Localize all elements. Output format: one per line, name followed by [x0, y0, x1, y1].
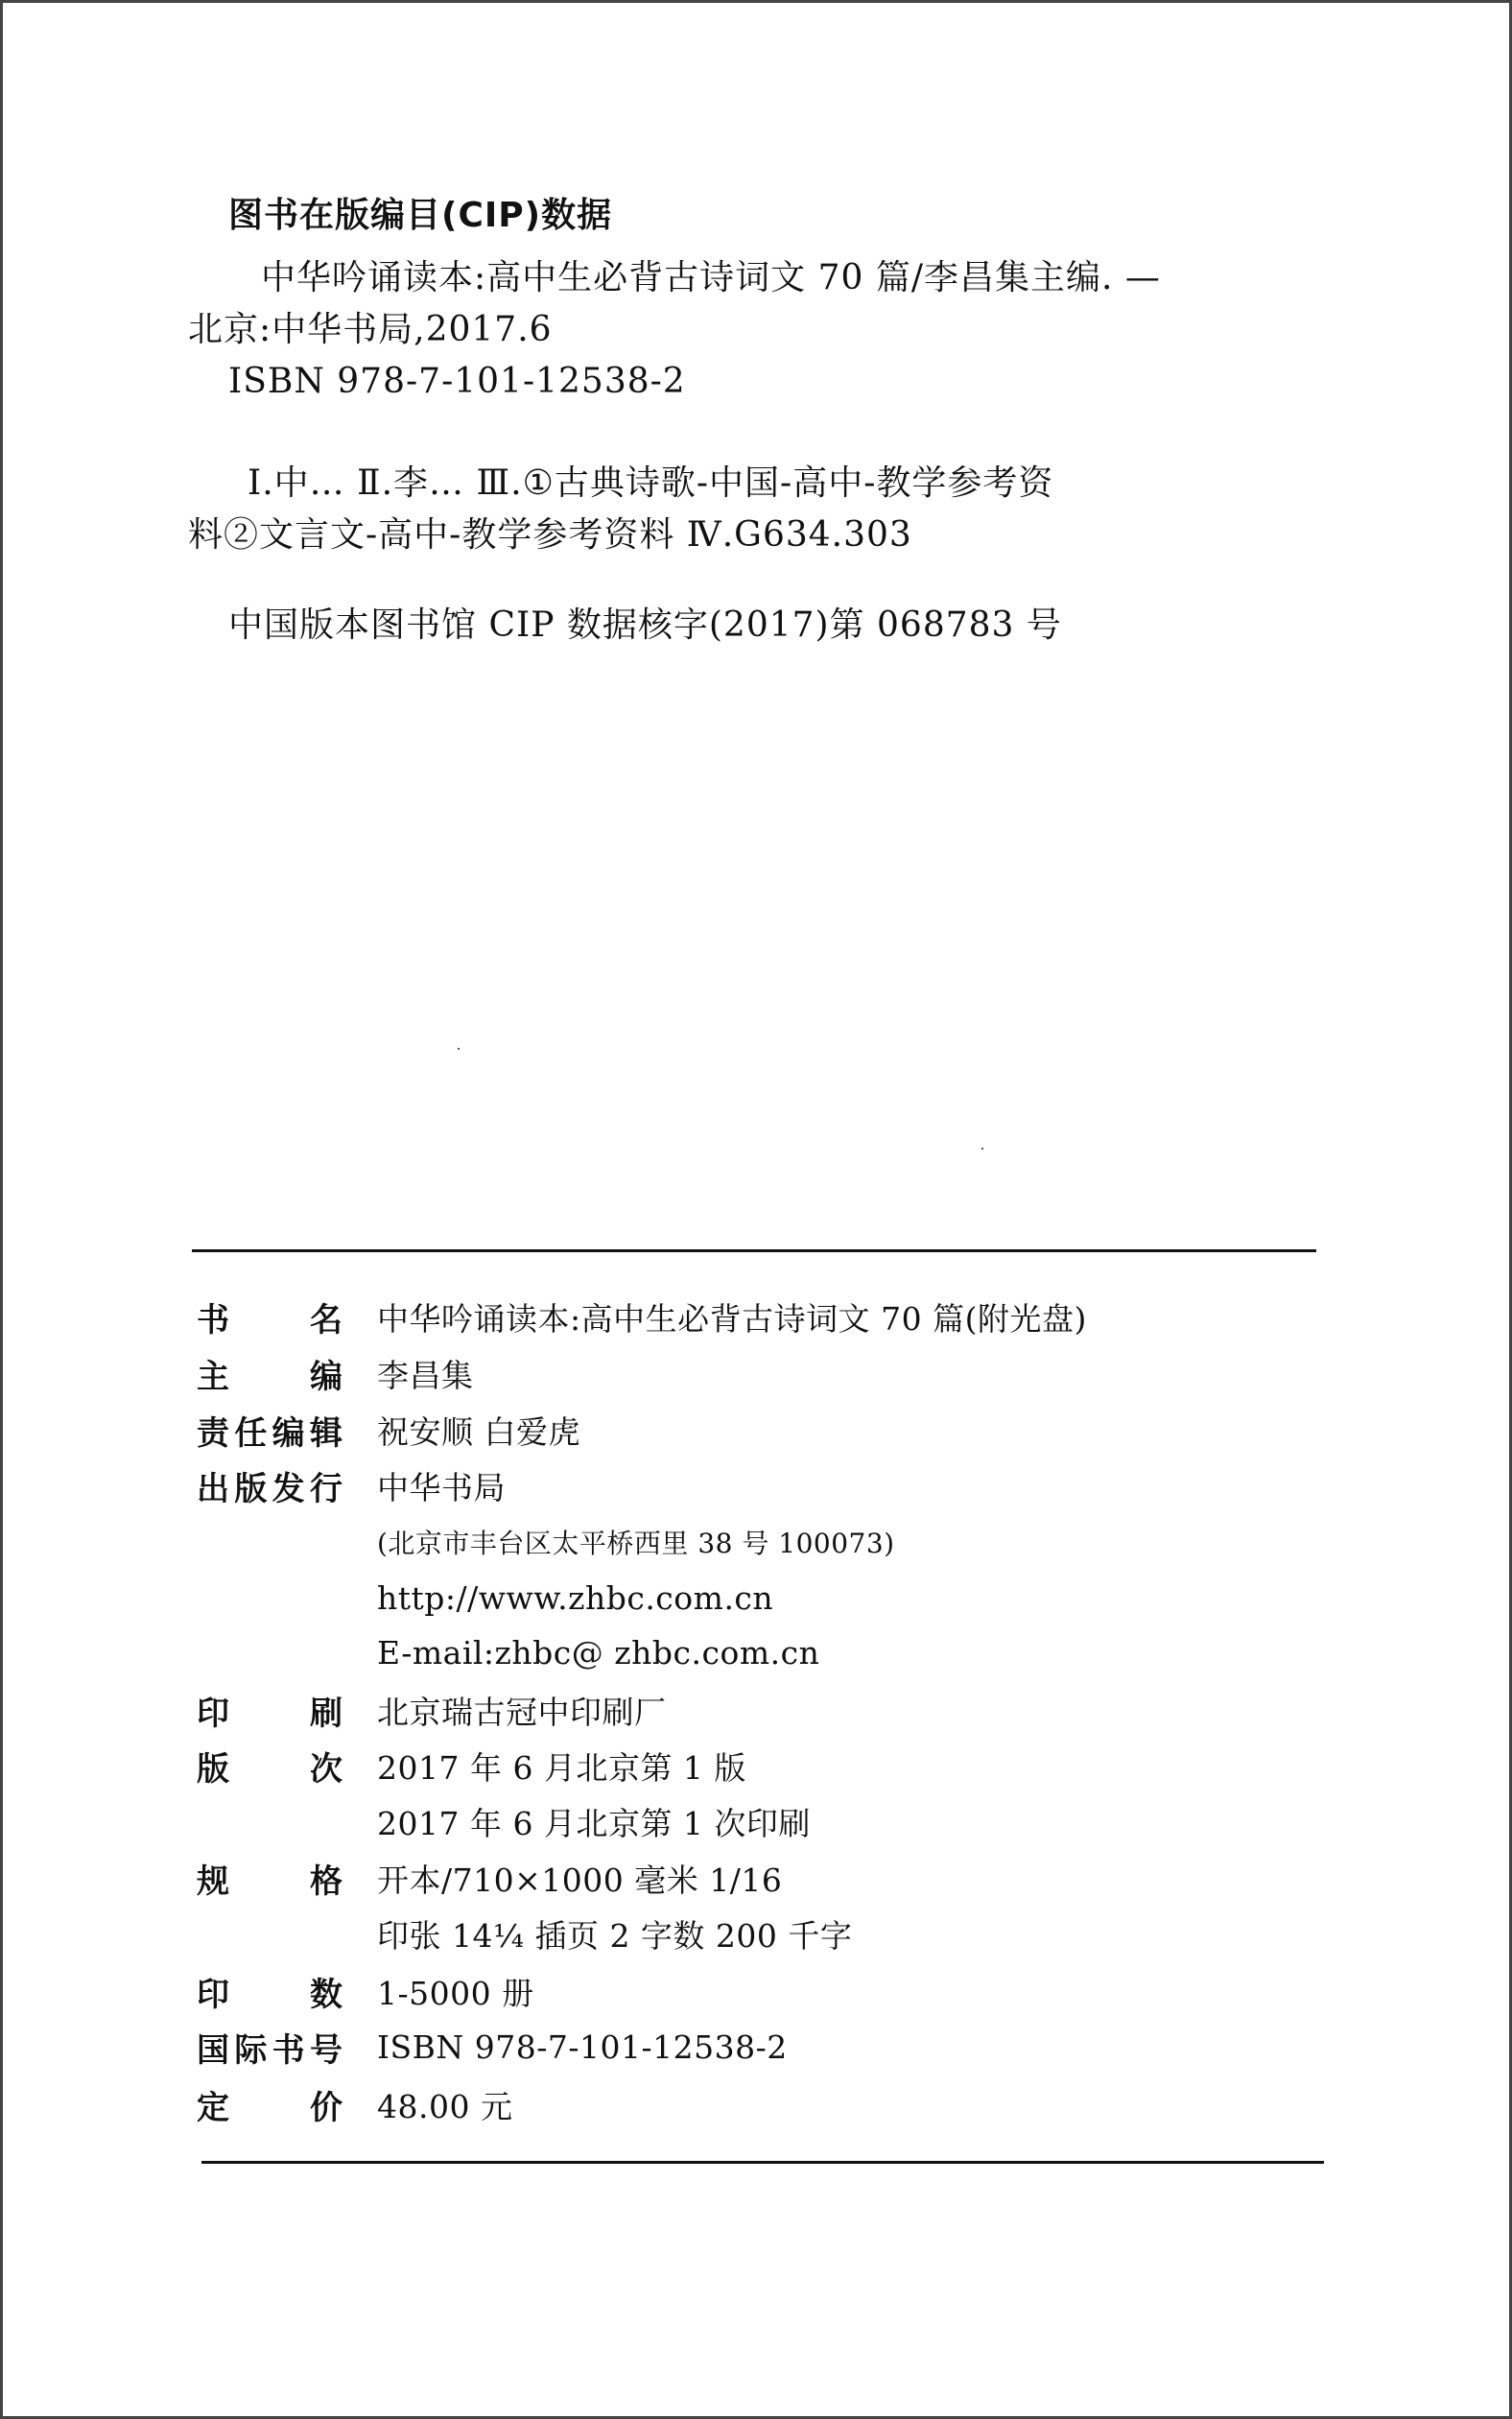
colophon-value: 48.00 元 [377, 2087, 513, 2125]
colophon-value: 中华吟诵读本:高中生必背古诗词文 70 篇(附光盘) [377, 1299, 1087, 1338]
colophon-value: (北京市丰台区太平桥西里 38 号 100073) [377, 1528, 895, 1559]
colophon-value: 开本/710×1000 毫米 1/16 [377, 1861, 783, 1899]
scan-speck [981, 1148, 983, 1150]
colophon-value: E-mail:zhbc@ zhbc.com.cn [377, 1633, 820, 1672]
colophon-label [197, 1855, 343, 1902]
colophon-row-sheets-inserts-wordcount [197, 1912, 853, 1955]
colophon-label [197, 1462, 343, 1509]
cip-line-record-number: 中国版本图书馆 CIP 数据核字(2017)第 068783 号 [228, 605, 1062, 645]
colophon-label-char: 行 [309, 1469, 343, 1508]
colophon-row-publisher-email [197, 1631, 820, 1673]
cip-line-isbn: ISBN 978-7-101-12538-2 [228, 362, 686, 401]
cip-line-subjects-cont: 料②文言文-高中-教学参考资料 Ⅳ.G634.303 [188, 515, 912, 555]
colophon-label-char: 出 [197, 1469, 229, 1508]
colophon-label-char: 印 [197, 1694, 229, 1733]
colophon-label-char: 任 [234, 1413, 268, 1453]
colophon-label [197, 1407, 343, 1454]
colophon-row-printer [197, 1689, 667, 1733]
colophon-label-char: 版 [197, 1749, 229, 1789]
colophon-value: 2017 年 6 月北京第 1 次印刷 [377, 1804, 811, 1842]
colophon-label-char: 主 [197, 1357, 229, 1396]
colophon-label-char: 编 [272, 1413, 305, 1453]
colophon-label-char: 辑 [309, 1413, 343, 1453]
colophon-label-char: 发 [272, 1469, 305, 1508]
colophon-value: http://www.zhbc.com.cn [377, 1578, 774, 1617]
colophon-row-printing [197, 1800, 811, 1842]
colophon-row-publisher [197, 1464, 506, 1508]
colophon-row-publisher-address [197, 1521, 895, 1563]
colophon-label [197, 2081, 343, 2128]
colophon-row-print-run [197, 1970, 534, 2014]
colophon-row-price [197, 2083, 513, 2127]
colophon-label-char: 际 [234, 2030, 268, 2070]
colophon-row-format [197, 1857, 783, 1901]
colophon-label-char: 价 [310, 2088, 343, 2127]
cip-line-title-author: 中华吟诵读本:高中生必背古诗词文 70 篇/李昌集主编. — [261, 258, 1161, 297]
colophon-value: 2017 年 6 月北京第 1 版 [377, 1748, 746, 1787]
colophon-row-book-title [197, 1295, 1087, 1340]
colophon-value: 印张 14¼ 插页 2 字数 200 千字 [377, 1916, 853, 1955]
colophon-value: 李昌集 [377, 1356, 474, 1394]
colophon-value: ISBN 978-7-101-12538-2 [377, 2028, 788, 2066]
colophon-value: 北京瑞古冠中印刷厂 [377, 1693, 667, 1731]
colophon-value: 祝安顺 白爱虎 [377, 1412, 580, 1451]
colophon-label-char: 责 [197, 1413, 229, 1453]
colophon-label-char: 国 [197, 2030, 229, 2070]
cip-line-subjects: Ⅰ.中… Ⅱ.李… Ⅲ.①古典诗歌-中国-高中-教学参考资 [248, 463, 1054, 503]
cip-line-publisher: 北京:中华书局,2017.6 [188, 310, 553, 349]
colophon-row-responsible-editors [197, 1409, 580, 1453]
colophon-label-char: 书 [197, 1300, 229, 1340]
colophon-label-char: 书 [272, 2030, 305, 2070]
colophon-label-char: 定 [197, 2088, 229, 2127]
colophon-label [197, 2024, 343, 2071]
colophon-label [197, 1350, 343, 1397]
colophon-label-char: 印 [197, 1975, 229, 2014]
colophon-label-char: 名 [310, 1300, 343, 1340]
colophon-label-char: 格 [310, 1862, 343, 1901]
colophon-label-char: 规 [197, 1862, 229, 1901]
colophon-value: 1-5000 册 [377, 1974, 534, 2012]
colophon-label-char: 版 [234, 1469, 268, 1508]
colophon-label-char: 编 [310, 1357, 343, 1396]
colophon-label [197, 1687, 343, 1734]
colophon-top-rule [192, 1249, 1316, 1252]
cip-heading: 图书在版编目(CIP)数据 [228, 196, 613, 235]
colophon-row-edition [197, 1744, 746, 1789]
colophon-label-char: 数 [310, 1975, 343, 2014]
colophon-label-char: 号 [309, 2030, 343, 2070]
colophon-value: 中华书局 [377, 1468, 506, 1506]
colophon-bottom-rule [201, 2161, 1324, 2164]
colophon-label-char: 次 [310, 1749, 343, 1789]
colophon-row-isbn [197, 2026, 788, 2070]
scan-speck [458, 1048, 460, 1050]
colophon-label-char: 刷 [310, 1694, 343, 1733]
colophon-row-chief-editor [197, 1352, 474, 1396]
colophon-row-publisher-website [197, 1577, 774, 1619]
colophon-label [197, 1968, 343, 2015]
colophon-label [197, 1293, 343, 1340]
colophon-label [197, 1743, 343, 1790]
